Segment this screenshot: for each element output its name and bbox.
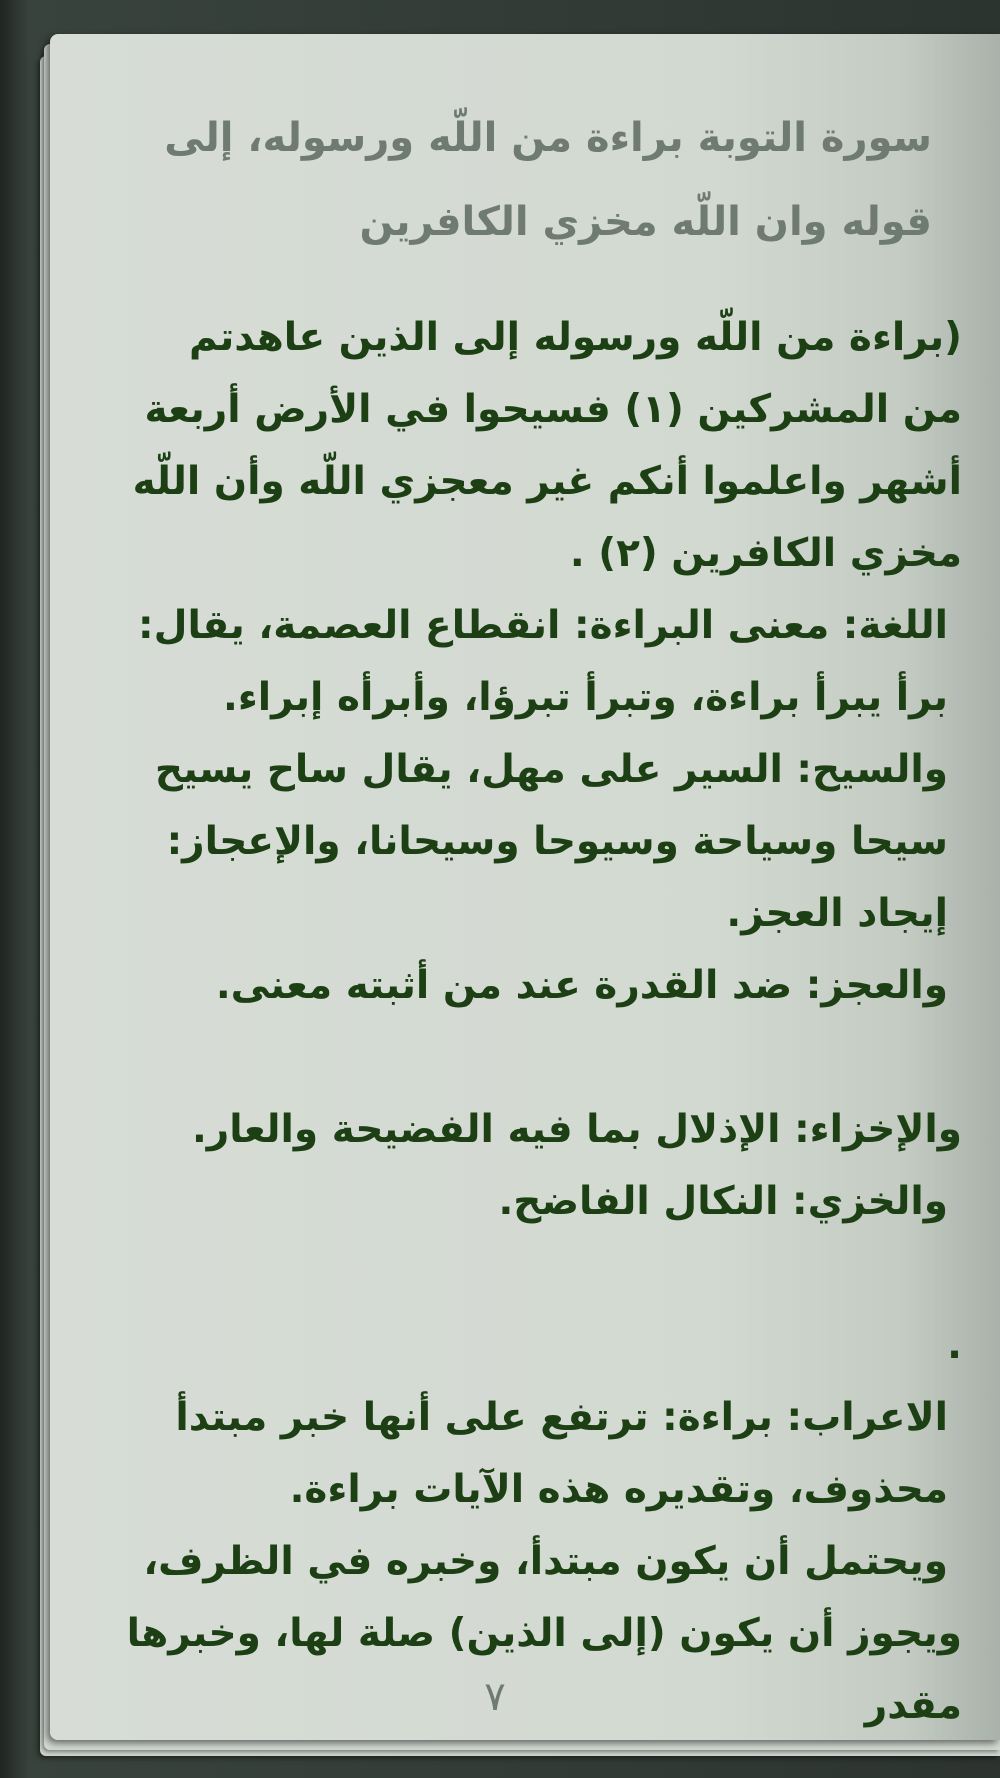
page-body	[120, 302, 962, 1742]
chapter-title: سورة التوبة براءة من اللّه ورسوله، إلى قوله وان اللّه مخزي الكافرين	[164, 115, 932, 245]
sayh-paragraph: والسيح: السير على مهل، يقال ساح يسيح سيحا وسياحة وسيوحا وسيحانا، والإعجاز: إيجاد العجز.	[154, 747, 948, 936]
blank-line	[120, 1238, 962, 1310]
verse-paragraph: (براءة من اللّه ورسوله إلى الذين عاهدتم من المشركين (١) فسيحوا في الأرض أربعة أشهر واعلموا أنكم غير معجزي اللّه وأن اللّه مخزي الكافرين (٢) .	[132, 315, 962, 576]
page-content	[120, 96, 962, 1728]
yahtamil-paragraph: ويحتمل أن يكون مبتدأ، وخبره في الظرف،	[143, 1539, 948, 1584]
ajz-paragraph: والعجز: ضد القدرة عند من أثبته معنى.	[215, 963, 948, 1008]
separator-dot: .	[947, 1323, 962, 1368]
page-number: ٧	[484, 1674, 506, 1720]
lugha-paragraph: اللغة: معنى البراءة: انقطاع العصمة، يقال: برأ يبرأ براءة، وتبرأ تبرؤا، وأبرأه إبراء.	[138, 603, 948, 720]
partial-line: ويجوز أن يكون (إلى الذين) صلة لها، وخبرها مقدر	[126, 1611, 962, 1728]
blank-line	[120, 1022, 962, 1094]
khizy-paragraph: والخزي: النكال الفاضح.	[498, 1179, 948, 1224]
irab-paragraph: الاعراب: براءة: ترتفع على أنها خبر مبتدأ محذوف، وتقديره هذه الآيات براءة.	[175, 1395, 948, 1512]
ikhza-paragraph: والإخزاء: الإذلال بما فيه الفضيحة والعار.	[191, 1107, 962, 1152]
book-page[interactable]	[50, 34, 1000, 1740]
